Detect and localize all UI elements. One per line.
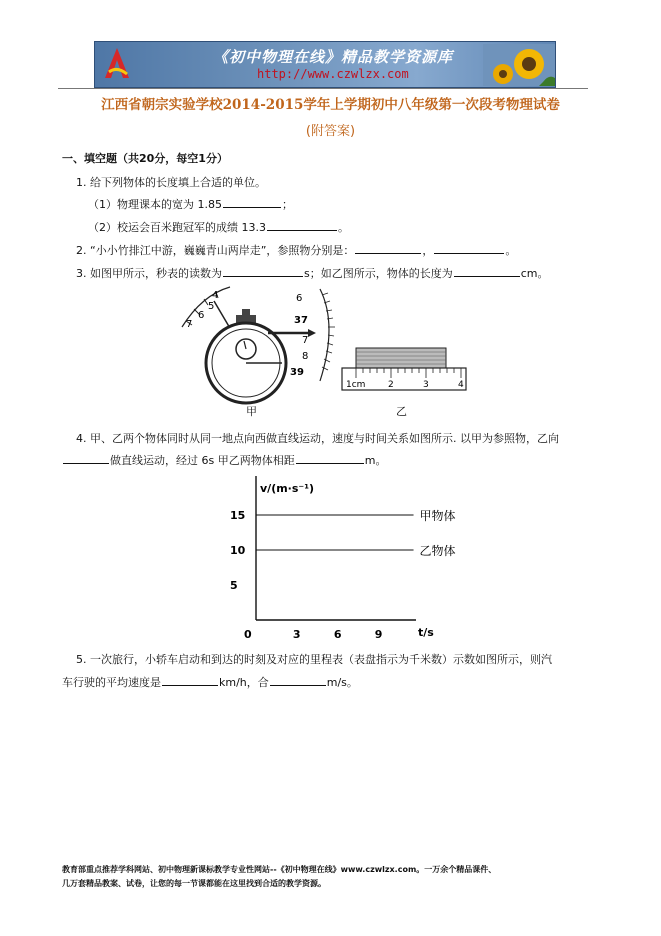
y-tick-label: 10 bbox=[230, 544, 246, 557]
scale-mark-37: 37 bbox=[294, 315, 308, 326]
x-tick-label: 9 bbox=[374, 628, 383, 641]
q3-text-a: 3. 如图甲所示，秒表的读数为 bbox=[76, 267, 222, 280]
y-axis-label: v/(m·s⁻¹) bbox=[260, 482, 315, 495]
q5-end: 。 bbox=[346, 676, 358, 689]
q2-line bbox=[76, 242, 516, 258]
y-tick-label: 15 bbox=[230, 509, 246, 522]
q5-blank-b bbox=[270, 674, 326, 686]
banner-url: http://www.czwlzx.com bbox=[257, 67, 409, 81]
q5-text-a: 车行驶的平均速度是 bbox=[62, 676, 161, 689]
q4-text: 做直线运动，经过 6s 甲乙两物体相距 bbox=[110, 454, 295, 467]
q4-blank-b bbox=[296, 452, 364, 464]
q1-b-end: 。 bbox=[338, 221, 349, 234]
q1-part-a bbox=[88, 196, 293, 212]
scale-mark-6: 6 bbox=[296, 293, 303, 304]
origin-label: 0 bbox=[244, 628, 252, 641]
x-axis-label: t/s bbox=[418, 626, 434, 639]
q5-unit-a: km/h bbox=[219, 676, 247, 689]
dial-mark-6: 6 bbox=[198, 310, 205, 321]
q4-blank-a bbox=[63, 452, 109, 464]
ruler-tick-2: 2 bbox=[388, 380, 394, 390]
q4-unit: m bbox=[364, 454, 376, 467]
q1-b-blank bbox=[267, 219, 337, 231]
q4-line-2 bbox=[62, 452, 386, 468]
sunflower-image bbox=[483, 44, 555, 86]
page-title: 江西省朝宗实验学校2014-2015学年上学期初中八年级第一次段考物理试卷 bbox=[101, 97, 560, 113]
q1-a-end: ； bbox=[282, 198, 293, 211]
dial-mark-4: 4 bbox=[212, 290, 219, 301]
y-tick-label: 5 bbox=[230, 579, 238, 592]
q5-blank-a bbox=[162, 674, 218, 686]
x-tick-label: 6 bbox=[333, 628, 342, 641]
q2-blank-1 bbox=[355, 242, 421, 254]
q5-text-b: ，合 bbox=[246, 676, 269, 689]
ruler-tick-4: 4 bbox=[458, 380, 464, 390]
dial-mark-5: 5 bbox=[208, 301, 215, 312]
ruler-tick-1cm: 1cm bbox=[346, 380, 366, 390]
ruler-caption: 乙 bbox=[396, 405, 407, 418]
page-subtitle: (附答案) bbox=[305, 124, 356, 139]
q3-unit-a: s bbox=[304, 267, 310, 280]
series-label-1: 甲物体 bbox=[419, 509, 456, 523]
q1-b-text: （2）校运会百米跑冠军的成绩 13.3 bbox=[88, 221, 266, 234]
header-rule bbox=[58, 88, 588, 89]
q2-blank-2 bbox=[434, 242, 504, 254]
stopwatch-figure bbox=[172, 285, 344, 420]
velocity-chart bbox=[220, 470, 456, 642]
q2-text: 2. “小小竹排江中游，巍巍青山两岸走”，参照物分别是： bbox=[76, 244, 355, 257]
q2-end: 。 bbox=[505, 244, 517, 257]
q3-end: 。 bbox=[537, 267, 549, 280]
header-banner bbox=[94, 41, 556, 88]
site-logo-icon bbox=[103, 46, 131, 82]
series-label-2: 乙物体 bbox=[419, 544, 456, 558]
x-tick-label: 3 bbox=[292, 628, 301, 641]
scale-mark-7: 7 bbox=[302, 335, 309, 346]
q3-line bbox=[76, 265, 549, 281]
ruler-figure bbox=[338, 344, 470, 396]
q3-text-b: ；如乙图所示，物体的长度为 bbox=[309, 267, 453, 280]
scale-mark-8: 8 bbox=[302, 351, 309, 362]
q5-line-1: 5. 一次旅行，小轿车启动和到达的时刻及对应的里程表（表盘指示为千米数）示数如图所示，则汽 bbox=[76, 653, 552, 666]
stopwatch-caption: 甲 bbox=[246, 405, 257, 418]
q4-end: 。 bbox=[375, 454, 387, 467]
footer-line-2: 几万套精品教案、试卷，让您的每一节课都能在这里找到合适的教学资源。 bbox=[62, 879, 326, 888]
q4-line-1: 4. 甲、乙两个物体同时从同一地点向西做直线运动，速度与时间关系如图所示. 以甲为参照物，乙向 bbox=[76, 432, 559, 445]
footer-line-1: 教育部重点推荐学科网站、初中物理新课标教学专业性网站--《初中物理在线》www.czwlzx.com。一万余个精品课件、 bbox=[62, 865, 497, 874]
section-heading: 一、填空题（共20分，每空1分） bbox=[62, 152, 228, 165]
q1-a-blank bbox=[223, 196, 281, 208]
q1-a-text: （1）物理课本的宽为 1.85 bbox=[88, 198, 222, 211]
q3-blank-b bbox=[454, 265, 520, 277]
q1-part-b bbox=[88, 219, 349, 235]
q2-sep: ， bbox=[422, 244, 434, 257]
q3-unit-b: cm bbox=[520, 267, 538, 280]
q3-blank-a bbox=[223, 265, 303, 277]
scale-mark-39: 39 bbox=[290, 367, 304, 378]
q1-stem: 1. 给下列物体的长度填上合适的单位。 bbox=[76, 176, 266, 189]
banner-title: 《初中物理在线》精品教学资源库 bbox=[213, 48, 454, 66]
q5-unit-b: m/s bbox=[326, 676, 347, 689]
dial-mark-7: 7 bbox=[186, 319, 193, 330]
q5-line-2 bbox=[62, 674, 358, 690]
ruler-tick-3: 3 bbox=[423, 380, 429, 390]
